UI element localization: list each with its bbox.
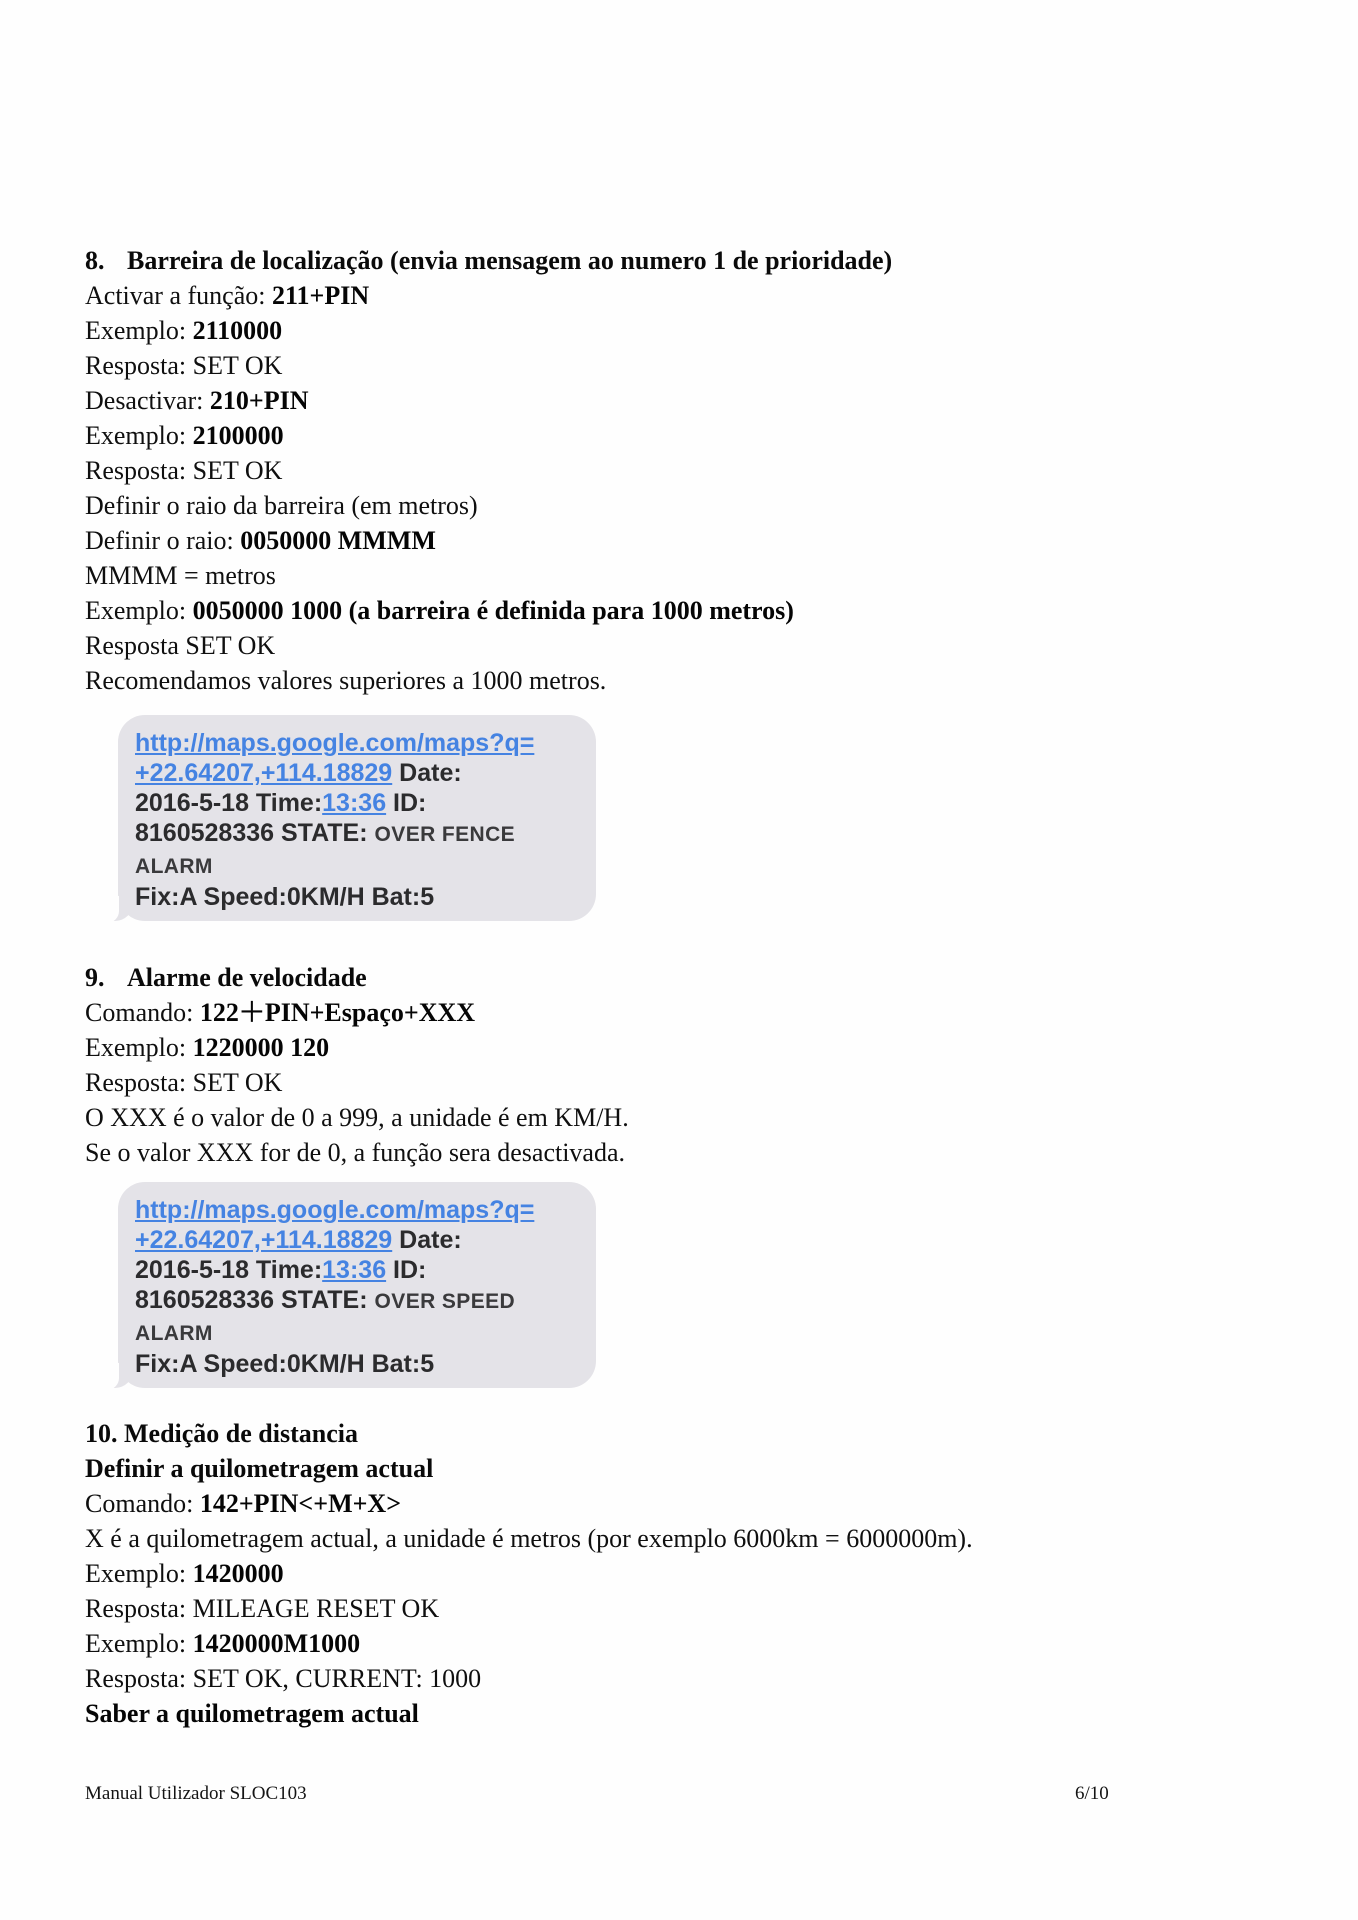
line-label: MMMM = metros: [85, 561, 276, 590]
maps-url-link[interactable]: http://maps.google.com/maps?q=: [135, 1196, 535, 1224]
id-label: ID:: [386, 789, 427, 817]
sms-line: [135, 1349, 580, 1379]
command-value: 1420000: [192, 1559, 284, 1588]
command-value: 210+PIN: [209, 386, 309, 415]
id-label: ID:: [386, 1256, 427, 1284]
line-label: Definir o raio da barreira (em metros): [85, 491, 478, 520]
command-value: 0050000 1000 (a barreira é definida para 1000 metros): [192, 596, 794, 625]
text-line: [85, 663, 892, 698]
section-number: 9.: [85, 963, 105, 992]
line-label: Comando:: [85, 1489, 200, 1518]
text-line: [85, 1135, 629, 1170]
text-line: [85, 1626, 973, 1661]
date-label: Date:: [392, 759, 462, 787]
section-medicao-distancia: [85, 1416, 973, 1731]
sms-line: [135, 1285, 580, 1349]
text-line: [85, 1521, 973, 1556]
id-state-value: 8160528336 STATE:: [135, 819, 368, 847]
command-value: 1420000M1000: [192, 1629, 361, 1658]
sms-line: [135, 1225, 580, 1255]
sms-line: [135, 728, 580, 758]
section-heading: [85, 960, 629, 995]
line-label: Exemplo:: [85, 421, 193, 450]
section-heading: [85, 243, 892, 278]
section-heading: [85, 1416, 973, 1451]
sms-line: [135, 788, 580, 818]
date-value: 2016-5-18 Time:: [135, 1256, 323, 1284]
text-line: [85, 1065, 629, 1100]
fix-speed-battery: Fix:A Speed:0KM/H Bat:5: [135, 883, 435, 911]
sms-line: [135, 882, 580, 912]
command-value: 0050000 MMMM: [240, 526, 436, 555]
sms-line: [135, 1255, 580, 1285]
command-value: 2110000: [192, 316, 283, 345]
time-link[interactable]: 13:36: [322, 1256, 387, 1284]
text-line: [85, 523, 892, 558]
text-line: [85, 1661, 973, 1696]
line-label: Activar a função:: [85, 281, 272, 310]
section-subtitle: Definir a quilometragem actual: [85, 1454, 434, 1483]
line-label: Definir o raio:: [85, 526, 241, 555]
text-line: [85, 1030, 629, 1065]
text-line: [85, 418, 892, 453]
command-value: 211+PIN: [271, 281, 370, 310]
text-line: [85, 453, 892, 488]
maps-url-link[interactable]: http://maps.google.com/maps?q=: [135, 729, 535, 757]
line-label: Resposta SET OK: [85, 631, 276, 660]
alarm-state-value: OVER SPEED ALARM: [135, 1290, 516, 1345]
sms-line: [135, 818, 580, 882]
sms-line: [135, 758, 580, 788]
date-label: Date:: [392, 1226, 462, 1254]
line-label: Exemplo:: [85, 596, 193, 625]
command-value: 142+PIN<+M+X>: [199, 1489, 402, 1518]
text-line: [85, 558, 892, 593]
text-line: [85, 1100, 629, 1135]
command-value: Saber a quilometragem actual: [85, 1699, 419, 1728]
line-label: Exemplo:: [85, 1629, 193, 1658]
line-label: Resposta: SET OK: [85, 1068, 283, 1097]
sms-line: [135, 1195, 580, 1225]
section-number: 8.: [85, 246, 105, 275]
text-line: [85, 995, 629, 1030]
section-alarme-velocidade: [85, 960, 629, 1388]
date-value: 2016-5-18 Time:: [135, 789, 323, 817]
time-link[interactable]: 13:36: [322, 789, 387, 817]
line-label: O XXX é o valor de 0 a 999, a unidade é em KM/H.: [85, 1103, 629, 1132]
text-line: [85, 593, 892, 628]
text-line: [85, 1556, 973, 1591]
line-label: Resposta: MILEAGE RESET OK: [85, 1594, 440, 1623]
page-footer: [85, 1783, 1185, 1805]
sms-bubble-fence-alarm: [118, 715, 596, 921]
line-label: Exemplo:: [85, 1033, 193, 1062]
line-label: Resposta: SET OK: [85, 456, 283, 485]
section-title: Alarme de velocidade: [127, 963, 367, 992]
fix-speed-battery: Fix:A Speed:0KM/H Bat:5: [135, 1350, 435, 1378]
text-line: [85, 1696, 973, 1731]
section-title: Medição de distancia: [124, 1419, 358, 1448]
line-label: Recomendamos valores superiores a 1000 metros.: [85, 666, 607, 695]
line-label: Exemplo:: [85, 1559, 193, 1588]
command-value: 1220000 120: [192, 1033, 330, 1062]
line-label: X é a quilometragem actual, a unidade é metros (por exemplo 6000km = 6000000m).: [85, 1524, 973, 1553]
line-label: Comando:: [85, 998, 200, 1027]
section-title: Barreira de localização (envia mensagem ao numero 1 de prioridade): [127, 246, 893, 275]
line-label: Desactivar:: [85, 386, 210, 415]
sms-bubble-speed-alarm: [118, 1182, 596, 1388]
line-label: Resposta: SET OK, CURRENT: 1000: [85, 1664, 482, 1693]
text-line: [85, 1591, 973, 1626]
section-barreira-localizacao: [85, 243, 892, 921]
text-line: [85, 348, 892, 383]
footer-document-title: Manual Utilizador SLOC103: [85, 1783, 307, 1804]
coordinates-link[interactable]: +22.64207,+114.18829: [135, 1226, 393, 1254]
line-label: Exemplo:: [85, 316, 193, 345]
text-line: [85, 1486, 973, 1521]
text-line: [85, 278, 892, 313]
footer-page-number: 6/10: [1075, 1783, 1109, 1804]
id-state-value: 8160528336 STATE:: [135, 1286, 368, 1314]
command-value: 2100000: [192, 421, 284, 450]
text-line: [85, 488, 892, 523]
section-number: 10.: [85, 1419, 118, 1448]
command-value: 122＋PIN+Espaço+XXX: [199, 998, 476, 1027]
coordinates-link[interactable]: +22.64207,+114.18829: [135, 759, 393, 787]
text-line: [85, 383, 892, 418]
line-label: Se o valor XXX for de 0, a função sera desactivada.: [85, 1138, 626, 1167]
alarm-state-value: OVER FENCE ALARM: [135, 823, 516, 878]
text-line: [85, 628, 892, 663]
text-line: [85, 313, 892, 348]
line-label: Resposta: SET OK: [85, 351, 283, 380]
